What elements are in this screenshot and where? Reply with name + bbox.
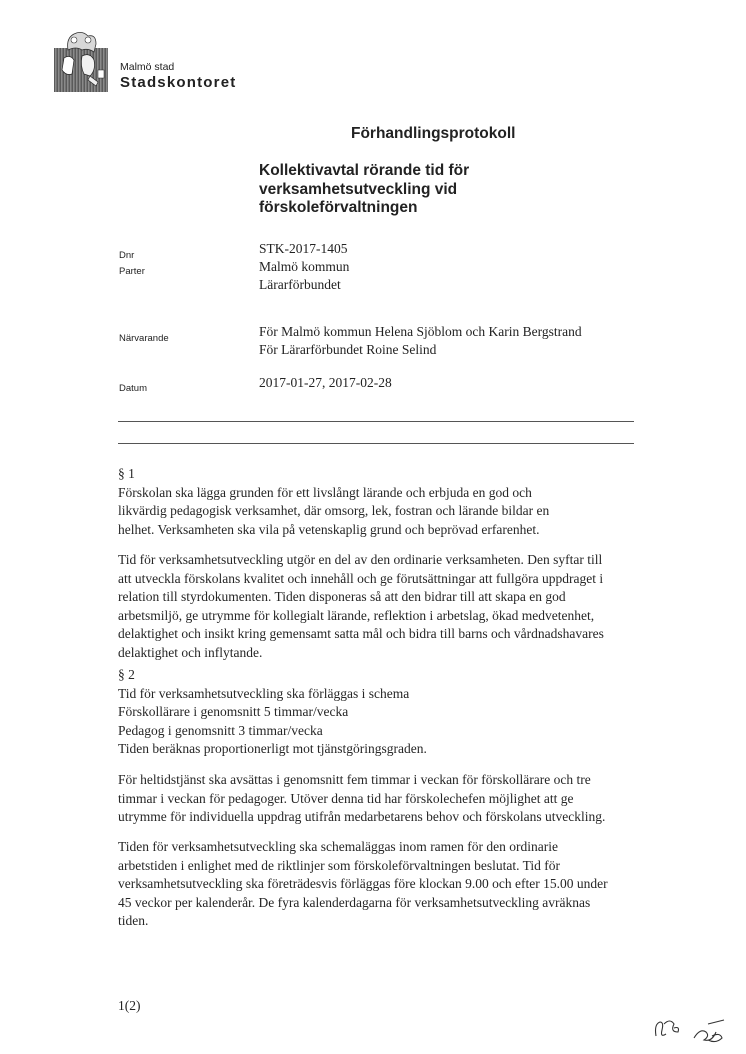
parter-values xyxy=(259,258,349,294)
coat-of-arms-logo xyxy=(52,30,110,92)
paragraph-line: utrymme för individuella uppdrag utifrån medarbetarens behov och förskolans utveckling. xyxy=(118,809,606,825)
section-2-paragraph-2 xyxy=(118,771,605,827)
paragraph-line: Pedagog i genomsnitt 3 timmar/vecka xyxy=(118,722,323,738)
narvarande-item: För Lärarförbundet Roine Selind xyxy=(259,342,437,357)
parter-label: Parter xyxy=(119,266,145,277)
datum-label: Datum xyxy=(119,383,147,394)
title-line: verksamhetsutveckling vid xyxy=(259,180,458,198)
paragraph-line: likvärdig pedagogisk verksamhet, där omsorg, lek, fostran och lärande bildar en xyxy=(118,503,550,519)
paragraph-line: helhet. Verksamheten ska vila på vetenskaplig grund och beprövad erfarenhet. xyxy=(118,521,540,537)
paragraph-line: Tiden för verksamhetsutveckling ska schemaläggas inom ramen för den ordinarie xyxy=(118,839,559,854)
paragraph-line: arbetsmiljö, ge utrymme för kollegialt lärande, reflektion i arbetslag, ökad medvetenhet, xyxy=(118,607,595,623)
paragraph-line: relation till styrdokumenten. Tiden disponeras så att den bidrar till att skapa en god xyxy=(118,589,566,605)
narvarande-values xyxy=(259,323,582,359)
paragraph-line: delaktighet och insikt kring gemensamt satta mål och bidra till barns och vårdnadshavares xyxy=(118,626,604,642)
paragraph-line: att utveckla förskolans kvalitet och innehåll och ge förutsättningar att fullgöra uppdraget i xyxy=(118,570,604,586)
paragraph-line: För heltidstjänst ska avsättas i genomsnitt fem timmar i veckan för förskollärare och tre xyxy=(118,772,591,787)
paragraph-line: 45 veckor per kalenderår. De fyra kalenderdagarna för verksamhetsutveckling avräknas xyxy=(118,894,591,910)
divider-line xyxy=(118,421,634,422)
section-1 xyxy=(118,465,549,539)
paragraph-line: Tid för verksamhetsutveckling utgör en del av den ordinarie verksamheten. Den syftar till xyxy=(118,552,603,567)
paragraph-line: Förskolan ska lägga grunden för ett livslångt lärande och erbjuda en god och xyxy=(118,484,532,500)
narvarande-item: För Malmö kommun Helena Sjöblom och Karin Bergstrand xyxy=(259,324,582,339)
organization-name: Malmö stad xyxy=(120,61,175,73)
section-2-paragraph-3 xyxy=(118,838,608,931)
page-number: 1(2) xyxy=(118,998,141,1013)
section-2 xyxy=(118,666,427,759)
narvarande-label: Närvarande xyxy=(119,333,169,344)
section-heading: § 1 xyxy=(118,466,135,481)
dnr-label: Dnr xyxy=(119,250,135,261)
paragraph-line: delaktighet och inflytande. xyxy=(118,644,263,660)
paragraph-line: tiden. xyxy=(118,913,149,929)
paragraph-line: Förskollärare i genomsnitt 5 timmar/vecka xyxy=(118,704,349,720)
paragraph-line: verksamhetsutveckling ska företrädesvis förläggas före klockan 9.00 och efter 15.00 under xyxy=(118,876,608,892)
divider-line xyxy=(118,443,634,444)
parter-item: Lärarförbundet xyxy=(259,277,341,292)
parter-item: Malmö kommun xyxy=(259,259,350,274)
paragraph-line: timmar i veckan för pedagoger. Utöver denna tid har förskolechefen möjlighet att ge xyxy=(118,790,574,806)
document-type: Förhandlingsprotokoll xyxy=(351,125,516,142)
title-line: Kollektivavtal rörande tid för xyxy=(259,162,470,179)
paragraph-line: Tid för verksamhetsutveckling ska förläggas i schema xyxy=(118,685,410,701)
datum-value: 2017-01-27, 2017-02-28 xyxy=(259,375,392,390)
paragraph-line: arbetstiden i enlighet med de riktlinjer som förskoleförvaltningen beslutat. Tid för xyxy=(118,857,561,873)
department-name: Stadskontoret xyxy=(120,74,237,91)
section-heading: § 2 xyxy=(118,667,135,682)
dnr-value: STK-2017-1405 xyxy=(259,241,348,256)
handwritten-initials-signature xyxy=(650,1010,730,1046)
paragraph-line: Tiden beräknas proportionerligt mot tjänstgöringsgraden. xyxy=(118,741,427,757)
section-1-paragraph-2 xyxy=(118,551,604,663)
title-line: förskoleförvaltningen xyxy=(259,199,418,216)
document-title xyxy=(259,162,559,218)
